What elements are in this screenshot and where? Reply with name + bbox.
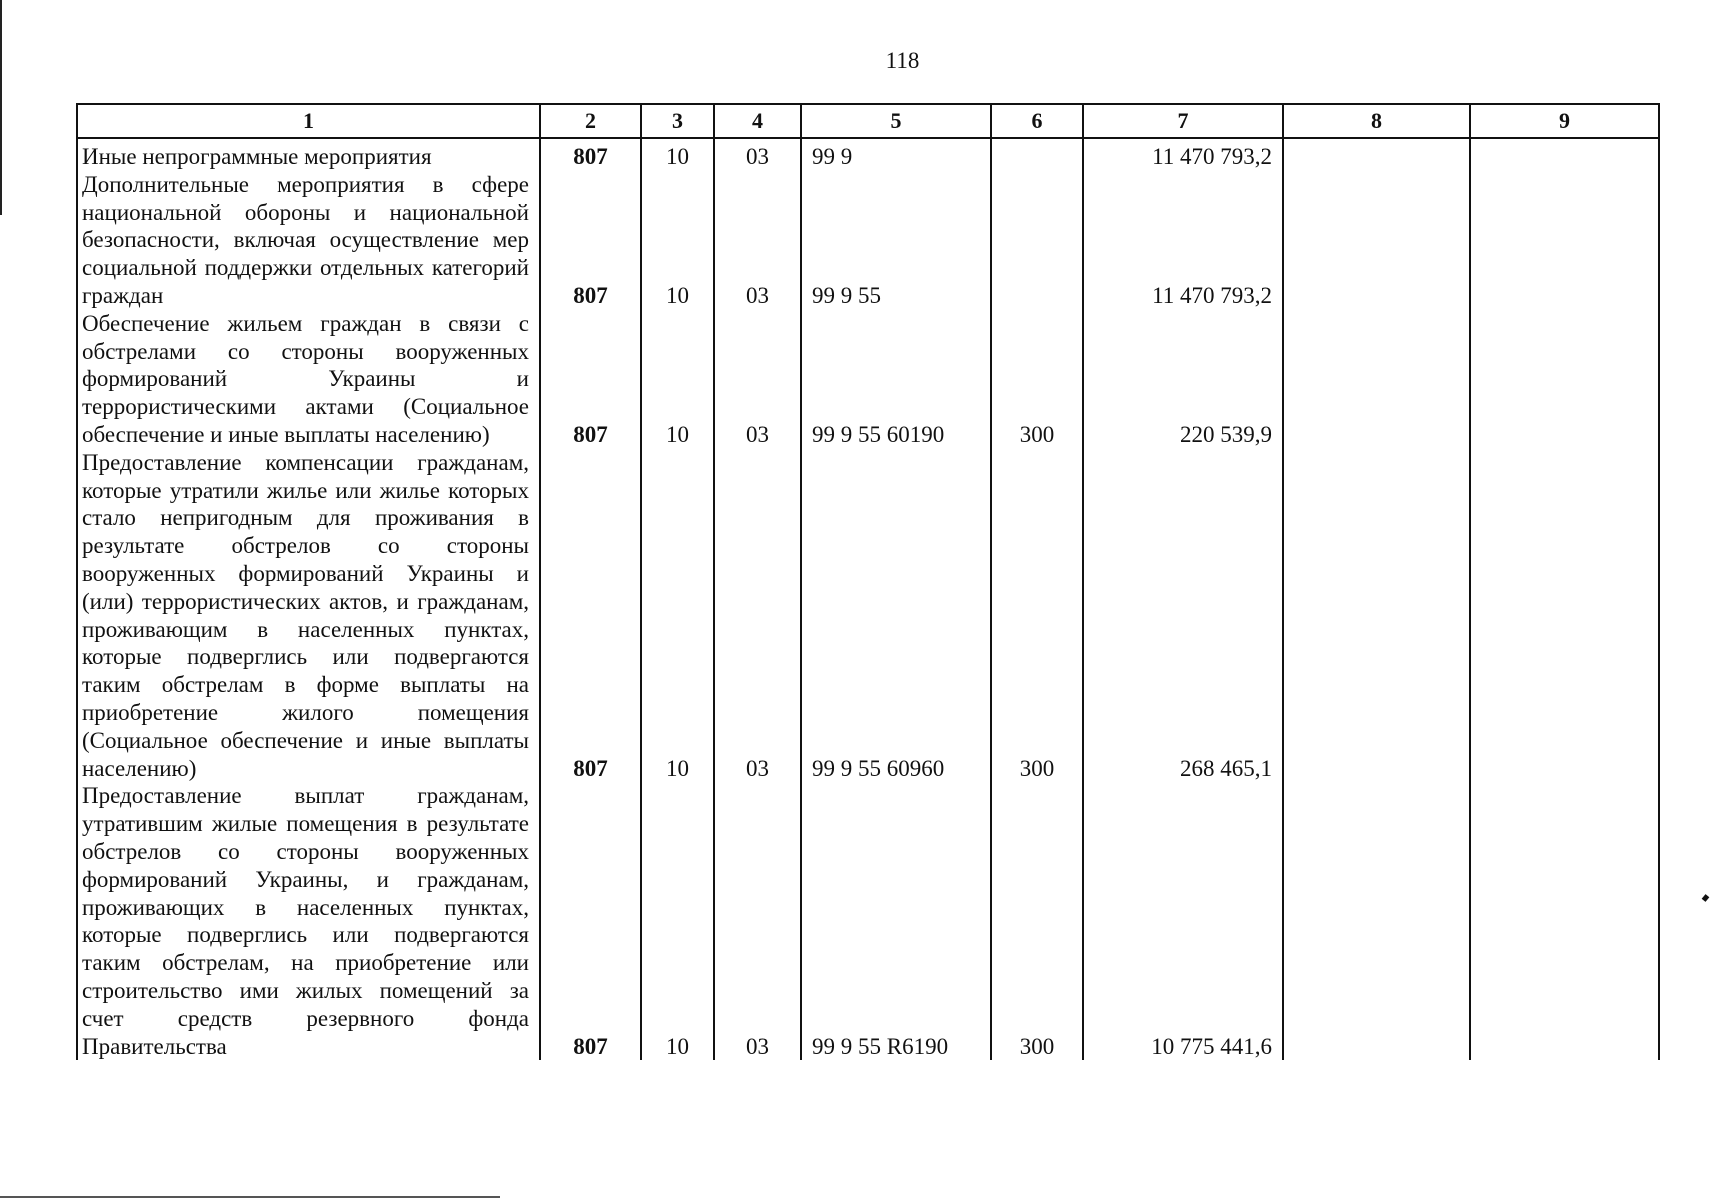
table-row [77,310,1659,449]
row-expense-type: 300 [991,310,1083,449]
row-col-9 [1470,138,1659,171]
row-amount: 268 465,1 [1083,449,1283,783]
header-col-8: 8 [1283,104,1470,138]
row-expense-type: 300 [991,782,1083,1060]
row-amount: 220 539,9 [1083,310,1283,449]
row-target-article: 99 9 [801,138,991,171]
row-subsection-code: 03 [714,138,801,171]
header-col-3: 3 [641,104,714,138]
row-subsection-code: 03 [714,449,801,783]
row-grbs-code: 807 [540,449,641,783]
row-section-code: 10 [641,138,714,171]
row-subsection-code: 03 [714,310,801,449]
header-col-2: 2 [540,104,641,138]
table-row [77,138,1659,171]
row-col-9 [1470,782,1659,1060]
table-row [77,171,1659,310]
row-col-9 [1470,310,1659,449]
header-col-4: 4 [714,104,801,138]
row-subsection-code: 03 [714,171,801,310]
row-name: Предоставление выплат гражданам, утратившим жилые помещения в результате обстрелов со стороны вооруженных формирований Украины, и гражданам, проживающих в населенных пунктах, которые подверглись или подвергаются таким обстрелам, на приобретение или строительство ими жилых помещений за счет средств резервного фонда Правительства [77,782,540,1060]
row-name: Иные непрограммные мероприятия [77,138,540,171]
row-grbs-code: 807 [540,782,641,1060]
table-row [77,449,1659,783]
row-grbs-code: 807 [540,171,641,310]
page-number: 118 [885,48,920,73]
header-col-7: 7 [1083,104,1283,138]
table-row [77,782,1659,1060]
row-section-code: 10 [641,310,714,449]
header-col-1: 1 [77,104,540,138]
row-col-8 [1283,449,1470,783]
row-grbs-code: 807 [540,138,641,171]
row-target-article: 99 9 55 60190 [801,310,991,449]
row-name: Предоставление компенсации гражданам, которые утратили жилье или жилье которых стало непригодным для проживания в результате обстрелов со стороны вооруженных формирований Украины и (или) террористических актов, и гражданам, проживающим в населенных пунктах, которые подверглись или подвергаются таким обстрелам в форме выплаты на приобретение жилого помещения (Социальное обеспечение и иные выплаты населению) [77,449,540,783]
scan-left-edge-line [0,0,2,215]
row-col-8 [1283,138,1470,171]
row-amount: 11 470 793,2 [1083,138,1283,171]
row-target-article: 99 9 55 60960 [801,449,991,783]
row-expense-type [991,138,1083,171]
row-col-8 [1283,171,1470,310]
row-name: Обеспечение жильем граждан в связи с обстрелами со стороны вооруженных формирований Украины и террористическими актами (Социальное обеспечение и иные выплаты населению) [77,310,540,449]
row-subsection-code: 03 [714,782,801,1060]
row-amount: 10 775 441,6 [1083,782,1283,1060]
header-col-9: 9 [1470,104,1659,138]
row-expense-type: 300 [991,449,1083,783]
row-grbs-code: 807 [540,310,641,449]
row-col-9 [1470,449,1659,783]
row-section-code: 10 [641,782,714,1060]
row-col-9 [1470,171,1659,310]
scan-speck [1702,894,1710,902]
row-section-code: 10 [641,171,714,310]
budget-table [76,103,1660,1060]
row-section-code: 10 [641,449,714,783]
row-target-article: 99 9 55 R6190 [801,782,991,1060]
row-col-8 [1283,310,1470,449]
header-col-6: 6 [991,104,1083,138]
scan-bottom-rule [0,1196,500,1198]
row-amount: 11 470 793,2 [1083,171,1283,310]
table-header-row [77,104,1659,138]
row-col-8 [1283,782,1470,1060]
row-name: Дополнительные мероприятия в сфере национальной обороны и национальной безопасности, включая осуществление мер социальной поддержки отдельных категорий граждан [77,171,540,310]
row-target-article: 99 9 55 [801,171,991,310]
header-col-5: 5 [801,104,991,138]
row-expense-type [991,171,1083,310]
